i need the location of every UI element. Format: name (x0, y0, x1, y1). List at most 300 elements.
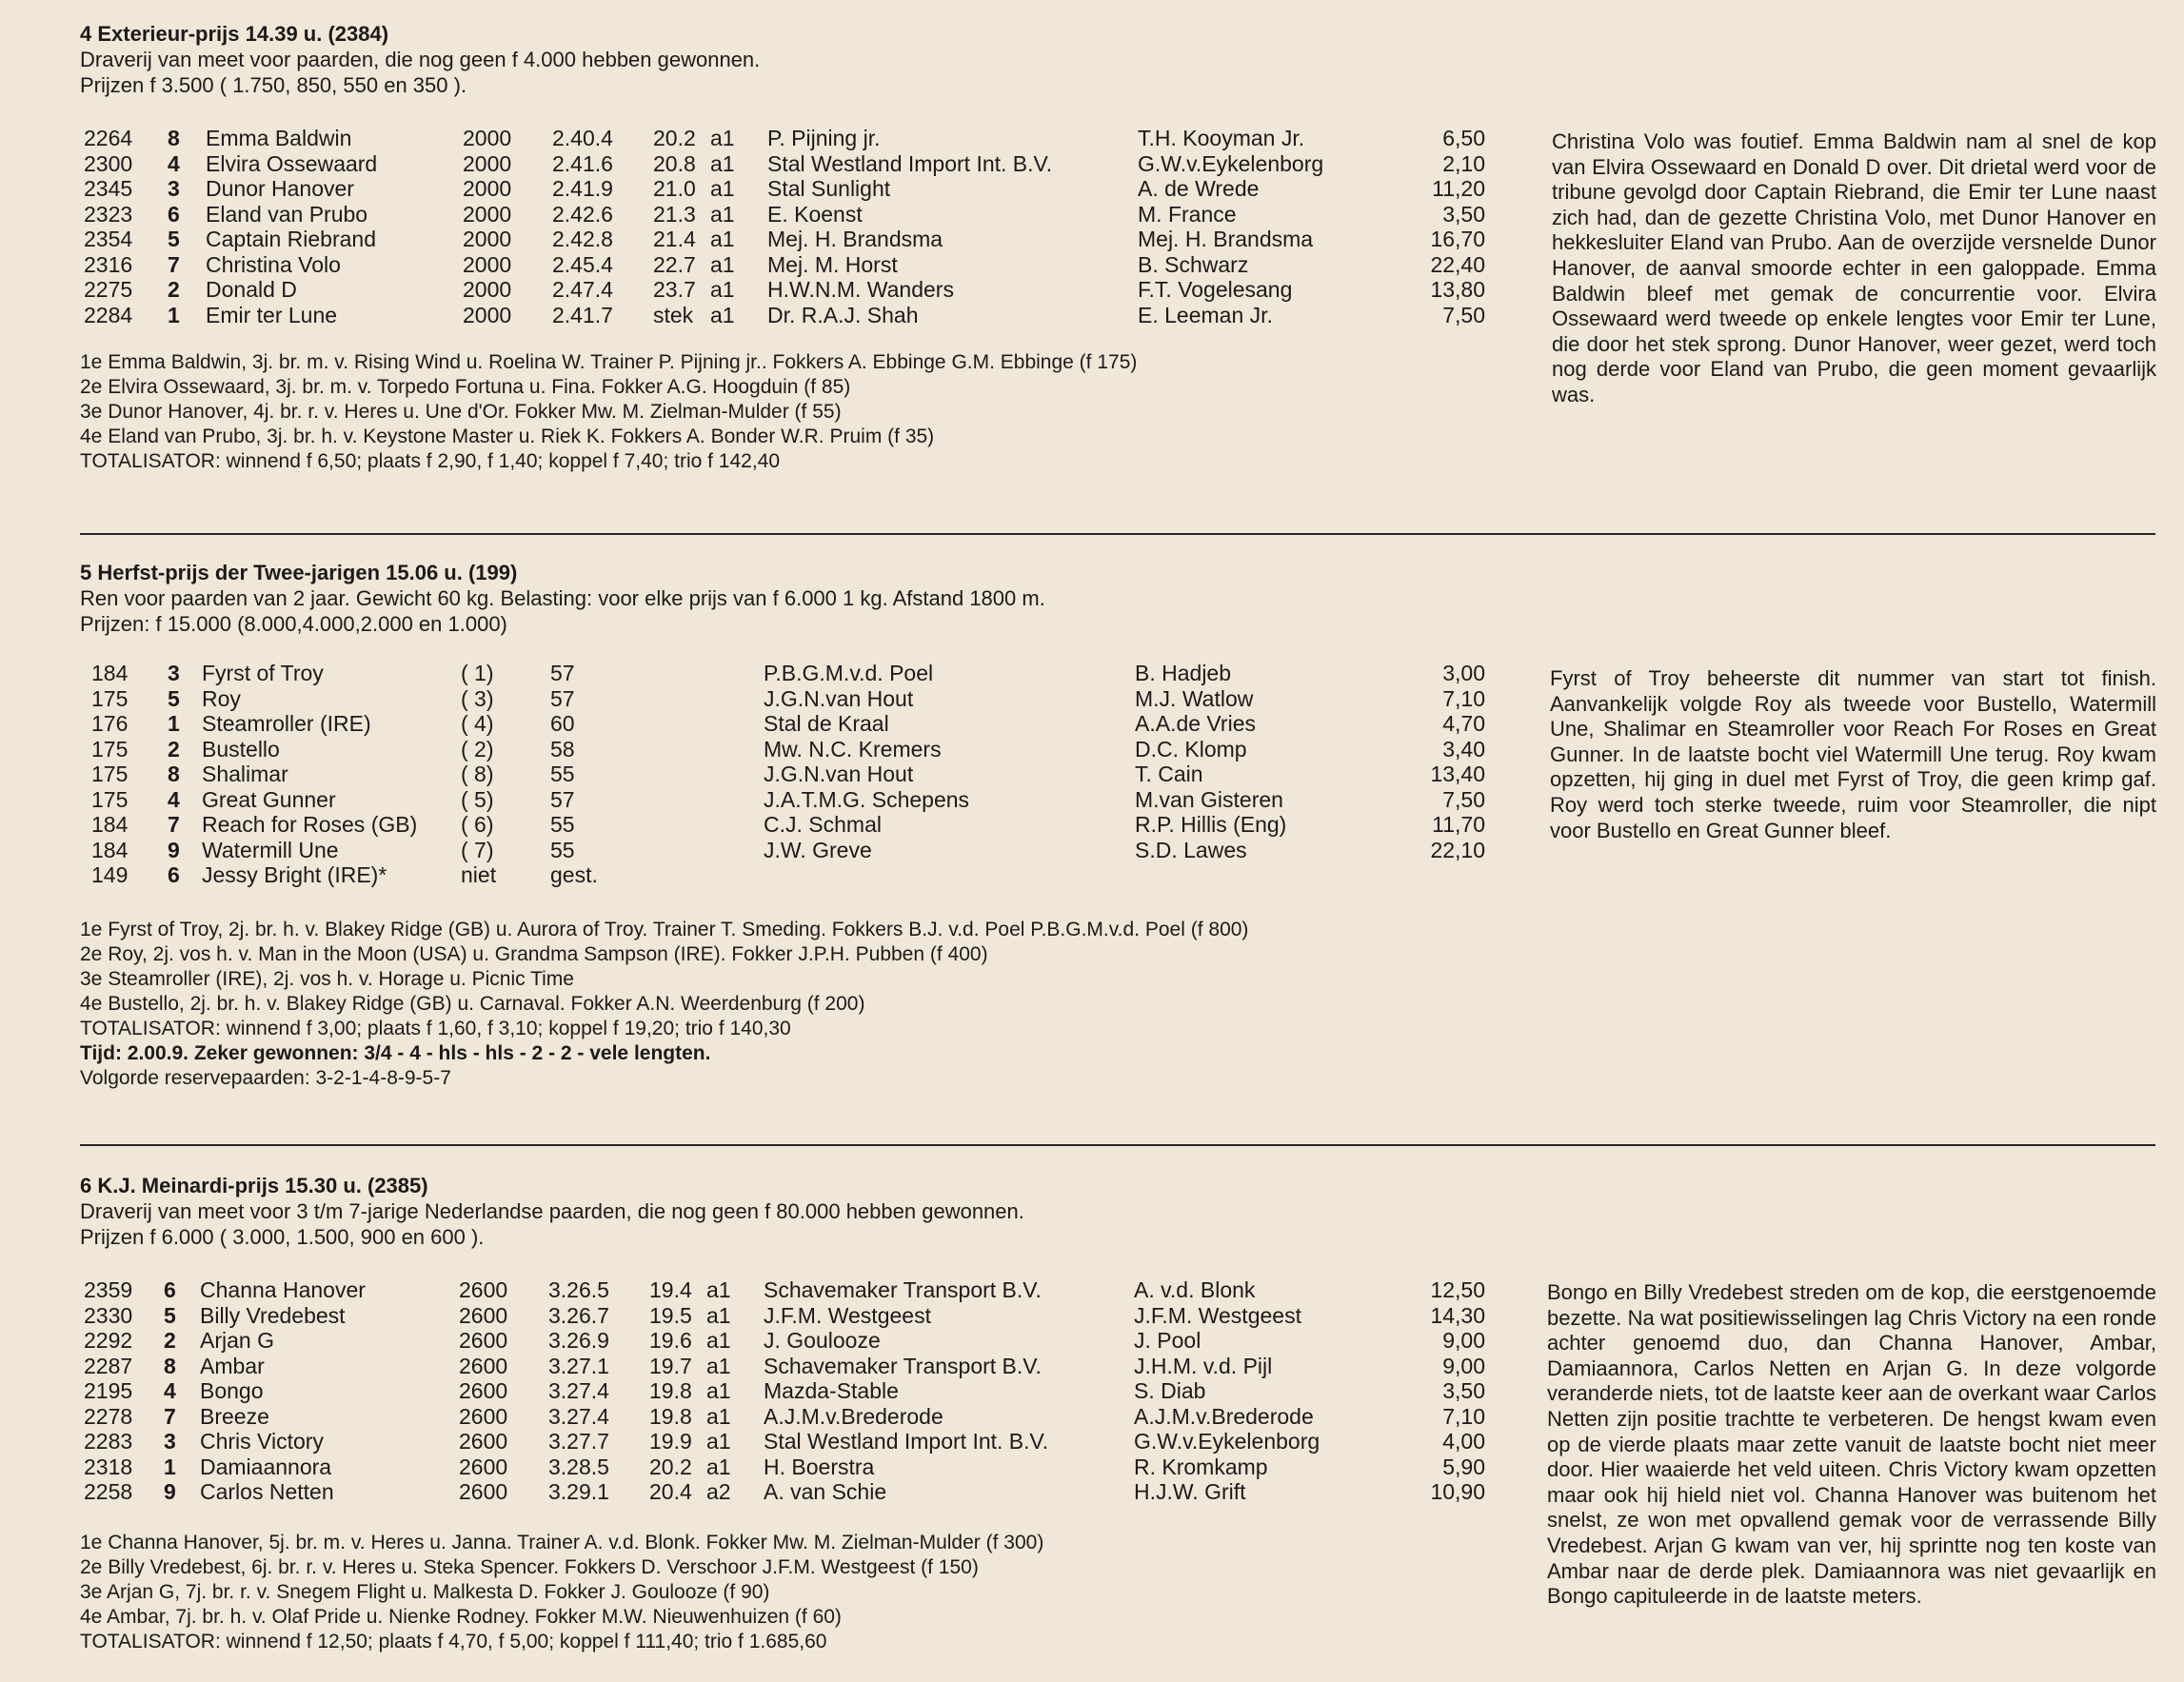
owner-cell: J.W. Greve (764, 837, 872, 862)
table-row (0, 1303, 1523, 1329)
class-cell: a1 (710, 227, 735, 251)
race-5-results (80, 918, 1248, 1091)
distance-cell: 2600 (459, 1353, 508, 1378)
race-5-comment: Fyrst of Troy beheerste dit nummer van start tot finish. Aanvankelijk volgde Roy als tweede voor Bustello, Watermill Une, Shalimar en Steamroller voor Reach For Roses en Great Gunner. In de laatste bocht viel Watermill Une terug. Roy kwam opzetten, hij ging in duel met Fyrst of Troy, die geen krimp gaf. Roy werd toch sterke tweede, ruim voor Steamroller, die nipt voor Bustello en Great Gunner bleef. (1550, 666, 2156, 842)
totalisator: TOTALISATOR: winnend f 3,00; plaats f 1,60, f 3,10; koppel f 19,20; trio f 140,30 (80, 1018, 791, 1039)
driver-cell: E. Leeman Jr. (1138, 302, 1273, 327)
odds-cell: 9,00 (1442, 1353, 1485, 1378)
distance-cell: 2600 (459, 1302, 508, 1328)
odds-cell: 16,70 (1430, 227, 1485, 251)
jockey-cell: M.van Gisteren (1135, 786, 1283, 812)
jockey-cell: T. Cain (1135, 762, 1203, 786)
start-number-cell: 2316 (84, 251, 133, 277)
start-number-cell: 184 (91, 661, 129, 685)
start-number-cell: 175 (91, 786, 129, 812)
owner-cell: J.F.M. Westgeest (764, 1302, 931, 1328)
km-time-cell: 20.2 (649, 1454, 692, 1479)
horse-name-cell: Donald D (206, 277, 297, 302)
horse-name-cell: Billy Vredebest (200, 1302, 346, 1328)
result-line: 4e Eland van Prubo, 3j. br. h. v. Keystone Master u. Riek K. Fokkers A. Bonder W.R. Pruim (f 35) (80, 425, 935, 447)
odds-cell: 2,10 (1442, 150, 1485, 176)
km-time-cell: 20.2 (653, 126, 696, 150)
horse-name-cell: Emma Baldwin (206, 126, 352, 150)
horse-name-cell: Shalimar (202, 762, 288, 786)
table-row (0, 711, 1523, 737)
horse-number-cell: 3 (164, 1429, 176, 1454)
horse-name-cell: Jessy Bright (IRE)* (202, 862, 387, 887)
start-number-cell: 2354 (84, 227, 133, 251)
km-time-cell: 19.7 (649, 1353, 692, 1378)
driver-cell: A.J.M.v.Brederode (1134, 1403, 1314, 1429)
horse-name-cell: Captain Riebrand (206, 227, 377, 251)
totalisator: TOTALISATOR: winnend f 6,50; plaats f 2,90, f 1,40; koppel f 7,40; trio f 142,40 (80, 450, 781, 472)
horse-number-cell: 6 (164, 1277, 176, 1302)
horse-name-cell: Breeze (200, 1403, 269, 1429)
time-cell: 3.27.4 (548, 1378, 609, 1403)
owner-cell: J.G.N.van Hout (764, 685, 914, 711)
horse-number-cell: 9 (168, 837, 180, 862)
class-cell: a1 (710, 302, 735, 327)
table-row (0, 202, 1523, 228)
table-row (0, 176, 1523, 202)
horse-name-cell: Fyrst of Troy (202, 661, 324, 685)
class-cell: a1 (706, 1429, 731, 1454)
post-position-cell: ( 5) (461, 786, 494, 812)
horse-number-cell: 5 (168, 685, 180, 711)
table-row (0, 151, 1523, 177)
race-prizes: Prijzen f 3.500 ( 1.750, 850, 550 en 350 ). (80, 73, 467, 97)
owner-cell: Dr. R.A.J. Shah (767, 302, 919, 327)
weight-cell: 57 (550, 786, 575, 812)
km-time-cell: 20.8 (653, 150, 696, 176)
owner-cell: A.J.M.v.Brederode (764, 1403, 943, 1429)
time-cell: 2.42.8 (552, 227, 613, 251)
driver-cell: J.H.M. v.d. Pijl (1134, 1353, 1273, 1378)
owner-cell: Stal Westland Import Int. B.V. (767, 150, 1053, 176)
start-number-cell: 2195 (84, 1378, 133, 1403)
horse-name-cell: Arjan G (200, 1328, 274, 1353)
horse-number-cell: 4 (164, 1378, 176, 1403)
driver-cell: Mej. H. Brandsma (1138, 227, 1314, 251)
odds-cell: 4,70 (1442, 711, 1485, 736)
owner-cell: Mej. H. Brandsma (767, 227, 943, 251)
class-cell: a1 (706, 1403, 731, 1429)
weight-cell: 57 (550, 685, 575, 711)
jockey-cell: A.A.de Vries (1135, 711, 1256, 736)
odds-cell: 10,90 (1430, 1479, 1485, 1504)
time-cell: 3.26.7 (548, 1302, 609, 1328)
race-4-results (80, 350, 1137, 474)
driver-cell: S. Diab (1134, 1378, 1206, 1403)
km-time-cell: 20.4 (649, 1479, 692, 1504)
class-cell: a1 (706, 1454, 731, 1479)
result-line: 2e Elvira Ossewaard, 3j. br. m. v. Torpedo Fortuna u. Fina. Fokker A.G. Hoogduin (f 85) (80, 376, 851, 398)
horse-name-cell: Christina Volo (206, 251, 341, 277)
table-row (0, 737, 1523, 762)
table-row (0, 838, 1523, 863)
table-row (0, 227, 1523, 252)
horse-number-cell: 3 (168, 176, 180, 201)
owner-cell: Stal de Kraal (764, 711, 889, 736)
odds-cell: 7,50 (1442, 786, 1485, 812)
km-time-cell: 19.5 (649, 1302, 692, 1328)
horse-name-cell: Dunor Hanover (206, 176, 354, 201)
start-number-cell: 2264 (84, 126, 133, 150)
race-title: 6 K.J. Meinardi-prijs 15.30 u. (2385) (80, 1174, 428, 1197)
driver-cell: A. v.d. Blonk (1134, 1277, 1256, 1302)
horse-number-cell: 9 (164, 1479, 176, 1504)
weight-cell: 57 (550, 661, 575, 685)
post-position-cell: ( 1) (461, 661, 494, 685)
race-4-table (0, 126, 1523, 327)
weight-cell: 55 (550, 812, 575, 837)
weight-cell: 55 (550, 762, 575, 786)
owner-cell: Mej. M. Horst (767, 251, 898, 277)
km-time-cell: 21.4 (653, 227, 696, 251)
race-6-comment: Bongo en Billy Vredebest streden om de kop, die eerstgenoemde bezette. Na wat positiewisselingen lag Chris Victory na een ronde achter genoemd duo, dan Channa Hanover, Ambar, Damiaannora, Carlos Netten en Arjan G. In deze volgorde veranderde niets, tot de laatste keer aan de overkant waar Carlos Netten zijn positie trachtte te verbeteren. De hengst kwam even op de vierde plaats maar zette vanuit de laatste bocht niet meer door. Hier waaierde het veld uiteen. Chris Victory kwam opzetten maar ook hij hield niet vol. Channa Hanover was buitenom het snelst, ze won met opvallend gemak voor de verrassende Billy Vredebest. Arjan G kwam van ver, hij sprintte nog ten koste van Ambar naar de derde plek. Damiaannora was niet gevaarlijk en Bongo capituleerde in de laatste meters. (1547, 1280, 2156, 1609)
race-4-header (80, 21, 760, 98)
owner-cell: J.A.T.M.G. Schepens (764, 786, 970, 812)
start-number-cell: 2359 (84, 1277, 133, 1302)
horse-name-cell: Reach for Roses (GB) (202, 812, 418, 837)
driver-cell: F.T. Vogelesang (1138, 277, 1293, 302)
divider (80, 533, 2155, 535)
distance-cell: 2000 (463, 126, 512, 150)
odds-cell: 3,40 (1442, 736, 1485, 762)
distance-cell: 2600 (459, 1454, 508, 1479)
race-description: Draverij van meet voor paarden, die nog geen f 4.000 hebben gewonnen. (80, 48, 761, 71)
horse-name-cell: Ambar (200, 1353, 265, 1378)
table-row (0, 762, 1523, 787)
race-6-header (80, 1173, 1024, 1250)
owner-cell: C.J. Schmal (764, 812, 882, 837)
horse-name-cell: Chris Victory (200, 1429, 324, 1454)
driver-cell: R. Kromkamp (1134, 1454, 1268, 1479)
weight-cell: gest. (550, 862, 598, 887)
class-cell: a1 (706, 1353, 731, 1378)
horse-number-cell: 6 (168, 201, 180, 227)
totalisator: TOTALISATOR: winnend f 12,50; plaats f 4,70, f 5,00; koppel f 111,40; trio f 1.685,60 (80, 1631, 827, 1652)
start-number-cell: 2278 (84, 1403, 133, 1429)
distance-cell: 2600 (459, 1403, 508, 1429)
horse-number-cell: 8 (168, 126, 180, 150)
horse-name-cell: Emir ter Lune (206, 302, 338, 327)
odds-cell: 5,90 (1442, 1454, 1485, 1479)
reserve-order: Volgorde reservepaarden: 3-2-1-4-8-9-5-7 (80, 1067, 451, 1089)
start-number-cell: 2330 (84, 1302, 133, 1328)
driver-cell: G.W.v.Eykelenborg (1138, 150, 1324, 176)
race-title: 5 Herfst-prijs der Twee-jarigen 15.06 u. (199) (80, 561, 518, 584)
driver-cell: J. Pool (1134, 1328, 1201, 1353)
time-cell: 2.41.7 (552, 302, 613, 327)
class-cell: a2 (706, 1479, 731, 1504)
horse-number-cell: 7 (168, 812, 180, 837)
odds-cell: 11,20 (1432, 176, 1485, 201)
table-row (0, 686, 1523, 712)
start-number-cell: 2287 (84, 1353, 133, 1378)
result-line: 3e Steamroller (IRE), 2j. vos h. v. Horage u. Picnic Time (80, 968, 574, 990)
driver-cell: A. de Wrede (1138, 176, 1260, 201)
race-5-header (80, 560, 1045, 637)
horse-number-cell: 3 (168, 661, 180, 685)
race-4-comment: Christina Volo was foutief. Emma Baldwin nam al snel de kop van Elvira Ossewaard en Donald D over. Dit drietal werd voor de tribune gevolgd door Captain Riebrand, die Emir ter Lune naast zich had, dan de gezette Christina Volo, met Dunor Hanover en hekkesluiter Eland van Prubo. Aan de overzijde versnelde Dunor Hanover, de aanval smoorde echter in een galoppade. Emma Baldwin bleef met gemak de concurrentie voor. Elvira Ossewaard werd tweede op enkele lengtes voor Emir ter Lune, die door het stek sprong. Dunor Hanover, weer gezet, werd toch nog derde voor Eland van Prubo, die geen moment gevaarlijk was. (1552, 129, 2156, 406)
start-number-cell: 2292 (84, 1328, 133, 1353)
odds-cell: 3,00 (1442, 661, 1485, 685)
horse-number-cell: 7 (164, 1403, 176, 1429)
result-line: 4e Bustello, 2j. br. h. v. Blakey Ridge (GB) u. Carnaval. Fokker A.N. Weerdenburg (f 200) (80, 993, 865, 1015)
distance-cell: 2000 (463, 251, 512, 277)
result-line: 1e Fyrst of Troy, 2j. br. h. v. Blakey Ridge (GB) u. Aurora of Troy. Trainer T. Smeding. Fokkers B.J. v.d. Poel P.B.G.M.v.d. Poel (f 800) (80, 919, 1249, 940)
race-prizes: Prijzen: f 15.000 (8.000,4.000,2.000 en 1.000) (80, 612, 507, 636)
driver-cell: G.W.v.Eykelenborg (1134, 1429, 1320, 1454)
horse-number-cell: 2 (168, 736, 180, 762)
time-cell: 2.47.4 (552, 277, 613, 302)
odds-cell: 7,50 (1442, 302, 1485, 327)
distance-cell: 2000 (463, 227, 512, 251)
km-time-cell: 21.3 (653, 201, 696, 227)
horse-name-cell: Roy (202, 685, 241, 711)
owner-cell: Schavemaker Transport B.V. (764, 1353, 1042, 1378)
race-prizes: Prijzen f 6.000 ( 3.000, 1.500, 900 en 600 ). (80, 1225, 485, 1249)
horse-number-cell: 8 (164, 1353, 176, 1378)
horse-number-cell: 2 (164, 1328, 176, 1353)
time-cell: 3.27.1 (548, 1353, 609, 1378)
horse-number-cell: 5 (168, 227, 180, 251)
table-row (0, 787, 1523, 813)
jockey-cell: S.D. Lawes (1135, 837, 1247, 862)
km-time-cell: stek (653, 302, 694, 327)
distance-cell: 2000 (463, 201, 512, 227)
owner-cell: J.G.N.van Hout (764, 762, 914, 786)
divider (80, 1144, 2155, 1146)
class-cell: a1 (706, 1378, 731, 1403)
class-cell: a1 (710, 176, 735, 201)
distance-cell: 2600 (459, 1378, 508, 1403)
distance-cell: 2000 (463, 176, 512, 201)
horse-number-cell: 4 (168, 150, 180, 176)
odds-cell: 7,10 (1442, 685, 1485, 711)
km-time-cell: 23.7 (653, 277, 696, 302)
horse-number-cell: 8 (168, 762, 180, 786)
owner-cell: H.W.N.M. Wanders (767, 277, 954, 302)
driver-cell: B. Schwarz (1138, 251, 1249, 277)
distance-cell: 2600 (459, 1277, 508, 1302)
driver-cell: H.J.W. Grift (1134, 1479, 1246, 1504)
time-cell: 2.45.4 (552, 251, 613, 277)
table-row (0, 1404, 1523, 1430)
table-row (0, 126, 1523, 151)
start-number-cell: 2345 (84, 176, 133, 201)
time-cell: 3.26.9 (548, 1328, 609, 1353)
start-number-cell: 149 (91, 862, 129, 887)
time-line: Tijd: 2.00.9. Zeker gewonnen: 3/4 - 4 - hls - hls - 2 - 2 - vele lengten. (80, 1042, 711, 1064)
km-time-cell: 19.9 (649, 1429, 692, 1454)
time-cell: 2.42.6 (552, 201, 613, 227)
odds-cell: 3,50 (1442, 201, 1485, 227)
driver-cell: T.H. Kooyman Jr. (1138, 126, 1305, 150)
horse-name-cell: Bustello (202, 736, 280, 762)
weight-cell: 55 (550, 837, 575, 862)
owner-cell: Schavemaker Transport B.V. (764, 1277, 1042, 1302)
race-6-results (80, 1531, 1043, 1654)
jockey-cell: M.J. Watlow (1135, 685, 1254, 711)
owner-cell: Mw. N.C. Kremers (764, 736, 942, 762)
start-number-cell: 2275 (84, 277, 133, 302)
owner-cell: A. van Schie (764, 1479, 887, 1504)
start-number-cell: 184 (91, 837, 129, 862)
odds-cell: 13,40 (1430, 762, 1485, 786)
class-cell: a1 (706, 1277, 731, 1302)
weight-cell: 60 (550, 711, 575, 736)
odds-cell: 22,10 (1430, 837, 1485, 862)
distance-cell: 2000 (463, 302, 512, 327)
race-description: Draverij van meet voor 3 t/m 7-jarige Nederlandse paarden, die nog geen f 80.000 hebben gewonnen. (80, 1199, 1024, 1223)
time-cell: 3.29.1 (548, 1479, 609, 1504)
start-number-cell: 2318 (84, 1454, 133, 1479)
start-number-cell: 2283 (84, 1429, 133, 1454)
table-row (0, 1479, 1523, 1505)
distance-cell: 2600 (459, 1429, 508, 1454)
distance-cell: 2600 (459, 1479, 508, 1504)
distance-cell: 2000 (463, 277, 512, 302)
horse-number-cell: 7 (168, 251, 180, 277)
result-line: 2e Roy, 2j. vos h. v. Man in the Moon (USA) u. Grandma Sampson (IRE). Fokker J.P.H. Pubben (f 400) (80, 943, 988, 965)
owner-cell: Stal Sunlight (767, 176, 891, 201)
race-6-table (0, 1277, 1523, 1505)
km-time-cell: 19.4 (649, 1277, 692, 1302)
class-cell: a1 (710, 251, 735, 277)
table-row (0, 862, 1523, 888)
time-cell: 2.40.4 (552, 126, 613, 150)
time-cell: 3.28.5 (548, 1454, 609, 1479)
post-position-cell: niet (461, 862, 497, 887)
time-cell: 2.41.9 (552, 176, 613, 201)
odds-cell: 3,50 (1442, 1378, 1485, 1403)
owner-cell: P.B.G.M.v.d. Poel (764, 661, 934, 685)
start-number-cell: 184 (91, 812, 129, 837)
odds-cell: 22,40 (1430, 251, 1485, 277)
start-number-cell: 2284 (84, 302, 133, 327)
jockey-cell: D.C. Klomp (1135, 736, 1247, 762)
horse-name-cell: Elvira Ossewaard (206, 150, 378, 176)
table-row (0, 1378, 1523, 1404)
horse-name-cell: Channa Hanover (200, 1277, 366, 1302)
owner-cell: E. Koenst (767, 201, 863, 227)
table-row (0, 303, 1523, 328)
distance-cell: 2600 (459, 1328, 508, 1353)
class-cell: a1 (710, 150, 735, 176)
owner-cell: H. Boerstra (764, 1454, 875, 1479)
odds-cell: 9,00 (1442, 1328, 1485, 1353)
post-position-cell: ( 7) (461, 837, 494, 862)
owner-cell: P. Pijning jr. (767, 126, 881, 150)
horse-number-cell: 1 (168, 302, 180, 327)
start-number-cell: 2323 (84, 201, 133, 227)
horse-number-cell: 5 (164, 1302, 176, 1328)
odds-cell: 13,80 (1430, 277, 1485, 302)
horse-number-cell: 1 (164, 1454, 176, 1479)
post-position-cell: ( 3) (461, 685, 494, 711)
post-position-cell: ( 8) (461, 762, 494, 786)
km-time-cell: 19.8 (649, 1403, 692, 1429)
class-cell: a1 (706, 1302, 731, 1328)
owner-cell: J. Goulooze (764, 1328, 881, 1353)
horse-number-cell: 4 (168, 786, 180, 812)
horse-number-cell: 1 (168, 711, 180, 736)
km-time-cell: 22.7 (653, 251, 696, 277)
jockey-cell: B. Hadjeb (1135, 661, 1232, 685)
odds-cell: 12,50 (1430, 1277, 1485, 1302)
post-position-cell: ( 4) (461, 711, 494, 736)
start-number-cell: 175 (91, 762, 129, 786)
class-cell: a1 (710, 126, 735, 150)
table-row (0, 277, 1523, 303)
result-line: 3e Dunor Hanover, 4j. br. r. v. Heres u. Une d'Or. Fokker Mw. M. Zielman-Mulder (f 55) (80, 401, 842, 423)
table-row (0, 1429, 1523, 1454)
km-time-cell: 19.6 (649, 1328, 692, 1353)
horse-number-cell: 2 (168, 277, 180, 302)
result-line: 1e Emma Baldwin, 3j. br. m. v. Rising Wind u. Roelina W. Trainer P. Pijning jr.. Fokkers A. Ebbinge G.M. Ebbinge (f 175) (80, 351, 1138, 373)
horse-name-cell: Damiaannora (200, 1454, 332, 1479)
table-row (0, 1328, 1523, 1354)
weight-cell: 58 (550, 736, 575, 762)
start-number-cell: 176 (91, 711, 129, 736)
start-number-cell: 2258 (84, 1479, 133, 1504)
horse-name-cell: Steamroller (IRE) (202, 711, 371, 736)
class-cell: a1 (706, 1328, 731, 1353)
km-time-cell: 19.8 (649, 1378, 692, 1403)
driver-cell: M. France (1138, 201, 1237, 227)
class-cell: a1 (710, 201, 735, 227)
horse-number-cell: 6 (168, 862, 180, 887)
table-row (0, 1277, 1523, 1303)
class-cell: a1 (710, 277, 735, 302)
odds-cell: 6,50 (1442, 126, 1485, 150)
owner-cell: Stal Westland Import Int. B.V. (764, 1429, 1049, 1454)
start-number-cell: 175 (91, 685, 129, 711)
table-row (0, 661, 1523, 686)
result-line: 4e Ambar, 7j. br. h. v. Olaf Pride u. Nienke Rodney. Fokker M.W. Nieuwenhuizen (f 60) (80, 1606, 842, 1628)
time-cell: 3.27.4 (548, 1403, 609, 1429)
race-5-table (0, 661, 1523, 888)
driver-cell: J.F.M. Westgeest (1134, 1302, 1301, 1328)
horse-name-cell: Watermill Une (202, 837, 339, 862)
table-row (0, 1454, 1523, 1480)
km-time-cell: 21.0 (653, 176, 696, 201)
jockey-cell: R.P. Hillis (Eng) (1135, 812, 1287, 837)
race-description: Ren voor paarden van 2 jaar. Gewicht 60 kg. Belasting: voor elke prijs van f 6.000 1 kg. Afstand 1800 m. (80, 586, 1045, 610)
horse-name-cell: Bongo (200, 1378, 264, 1403)
time-cell: 3.27.7 (548, 1429, 609, 1454)
post-position-cell: ( 2) (461, 736, 494, 762)
horse-name-cell: Eland van Prubo (206, 201, 368, 227)
time-cell: 3.26.5 (548, 1277, 609, 1302)
start-number-cell: 175 (91, 736, 129, 762)
race-title: 4 Exterieur-prijs 14.39 u. (2384) (80, 22, 389, 46)
distance-cell: 2000 (463, 150, 512, 176)
odds-cell: 14,30 (1430, 1302, 1485, 1328)
post-position-cell: ( 6) (461, 812, 494, 837)
result-line: 2e Billy Vredebest, 6j. br. r. v. Heres u. Steka Spencer. Fokkers D. Verschoor J.F.M. Westgeest (f 150) (80, 1556, 979, 1578)
owner-cell: Mazda-Stable (764, 1378, 899, 1403)
table-row (0, 252, 1523, 278)
result-line: 3e Arjan G, 7j. br. r. v. Snegem Flight u. Malkesta D. Fokker J. Goulooze (f 90) (80, 1581, 770, 1603)
odds-cell: 7,10 (1442, 1403, 1485, 1429)
table-row (0, 1354, 1523, 1379)
horse-name-cell: Great Gunner (202, 786, 336, 812)
odds-cell: 11,70 (1432, 812, 1485, 837)
start-number-cell: 2300 (84, 150, 133, 176)
